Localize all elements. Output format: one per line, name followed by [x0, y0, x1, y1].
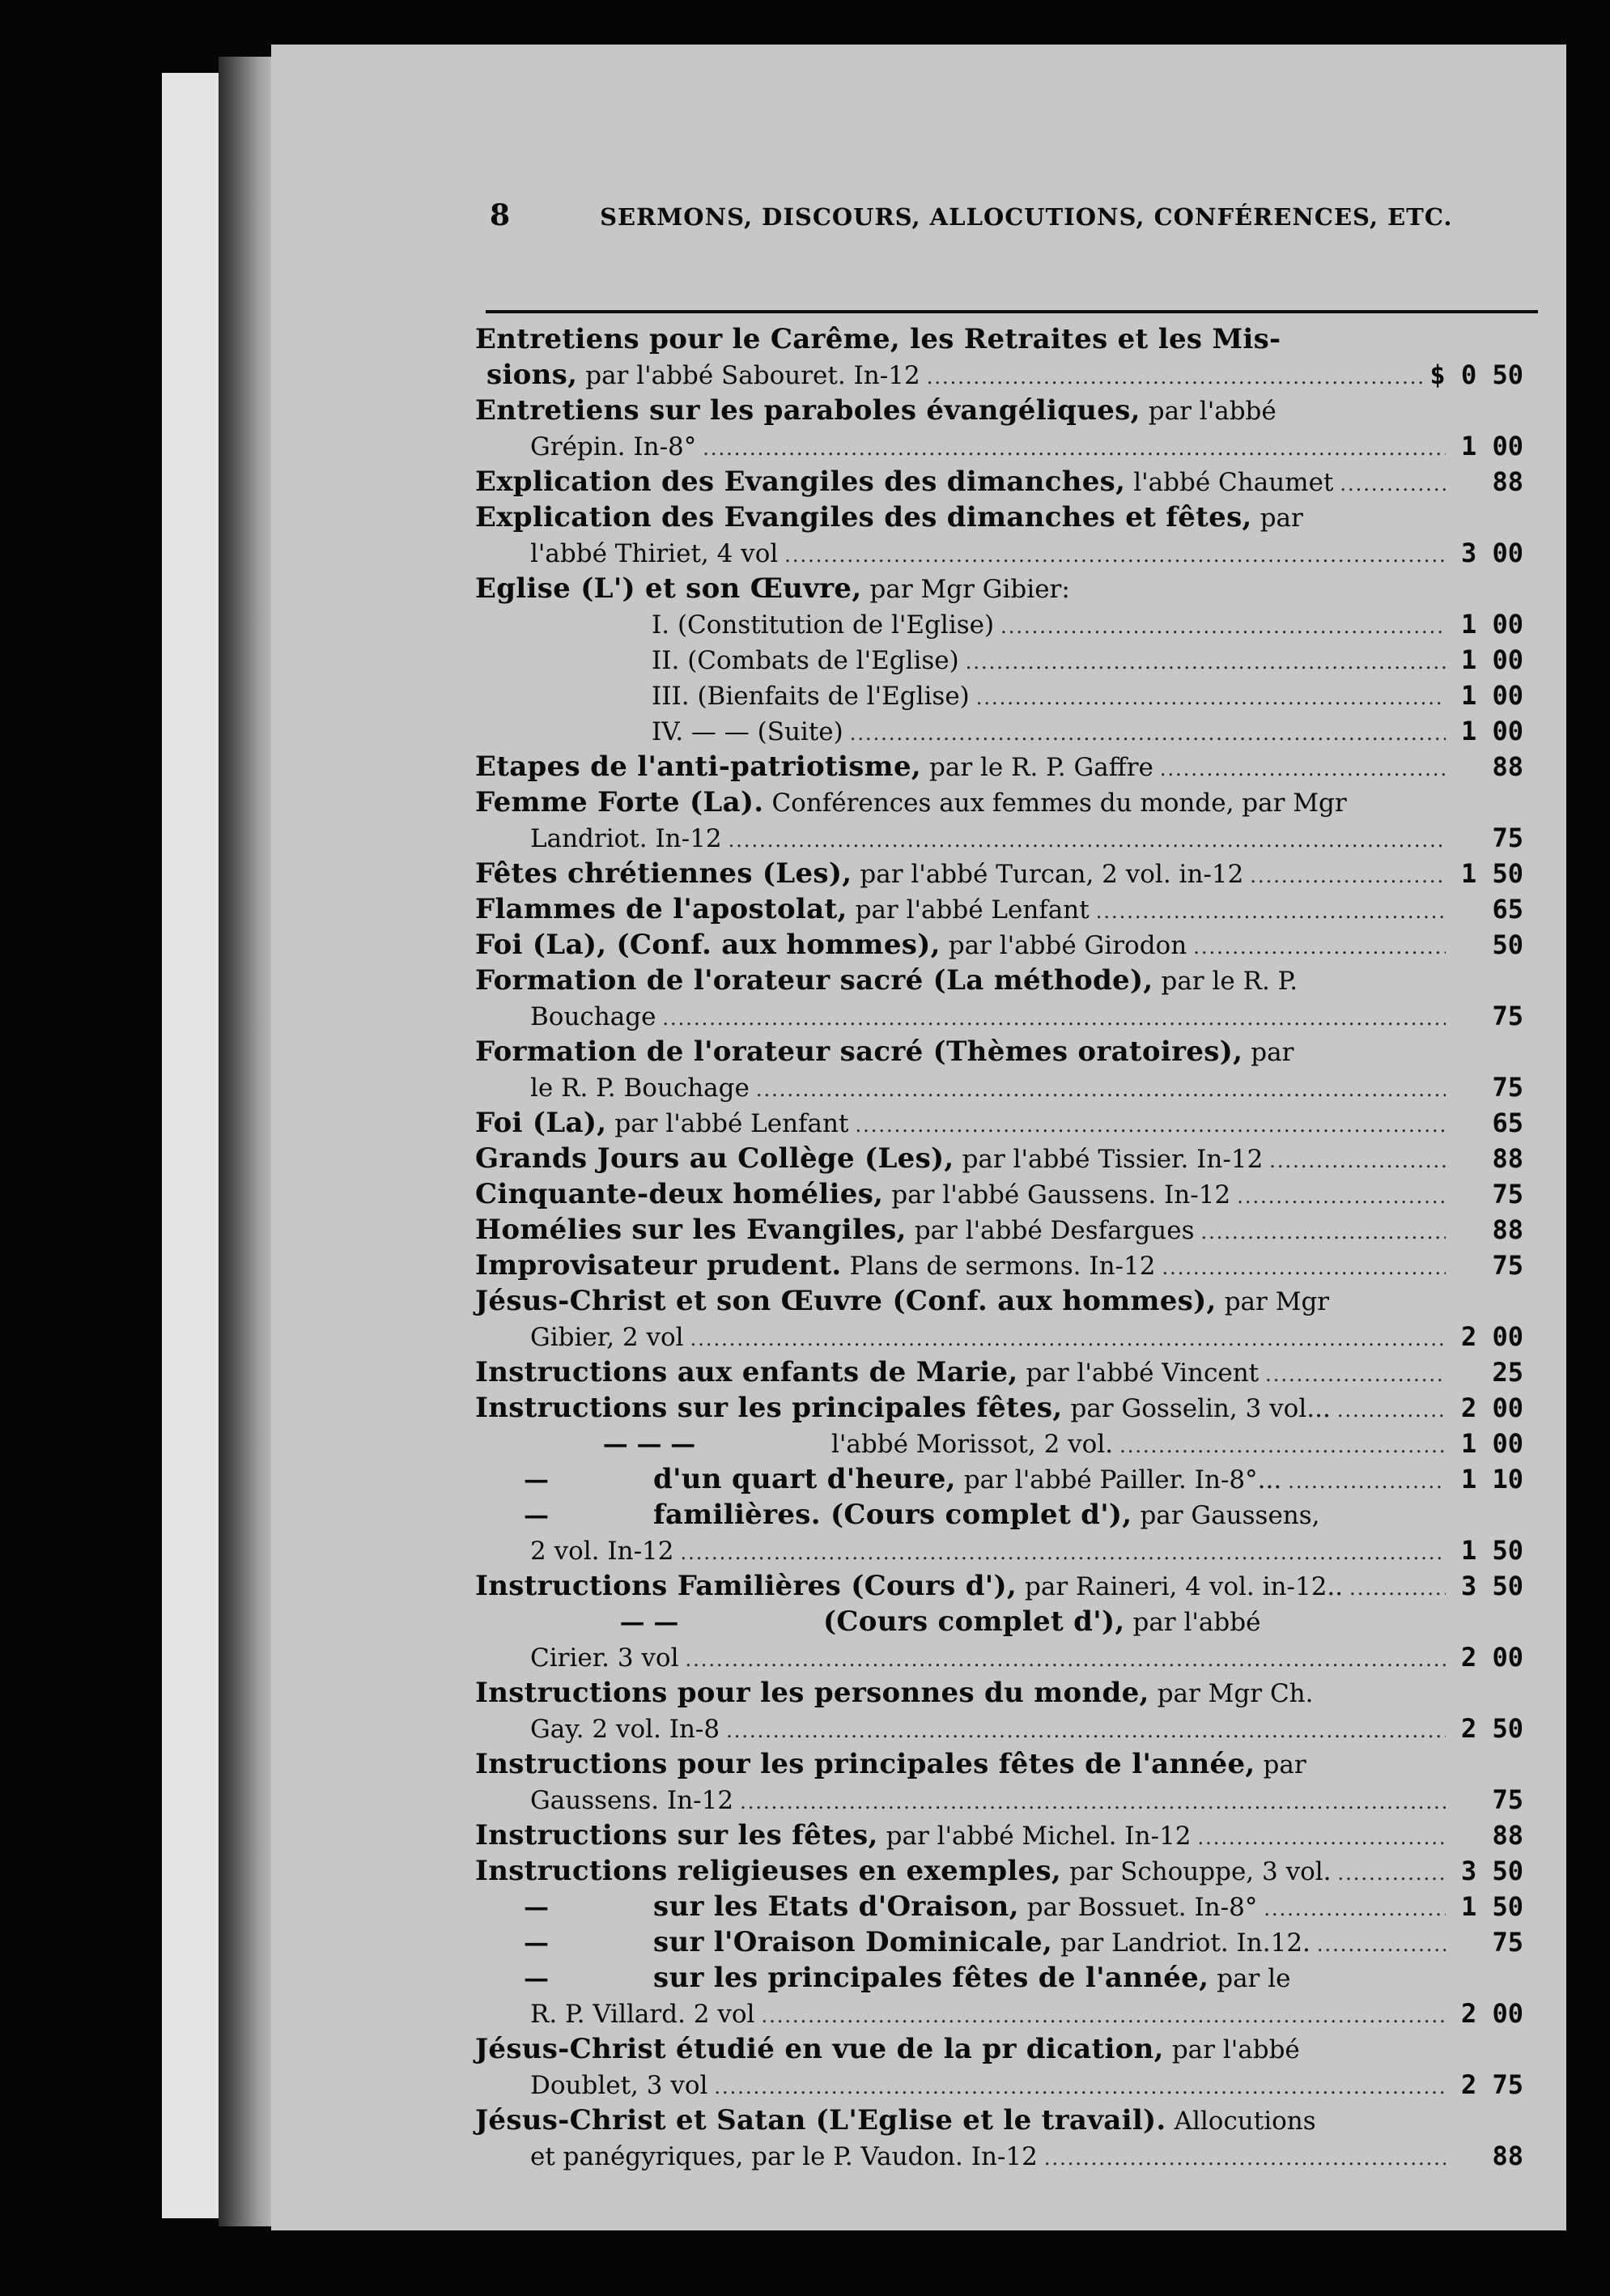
sub-entry-label: IV. — — (Suite)	[652, 717, 843, 746]
leader-dots	[850, 714, 1446, 751]
catalog-entry	[475, 678, 1523, 713]
catalog-entry	[475, 1889, 1523, 1924]
entry-title-continued: sions,	[486, 359, 578, 391]
leader-dots	[976, 678, 1446, 716]
catalog-entry	[475, 1283, 1523, 1354]
leader-dots	[1349, 1569, 1446, 1606]
entry-line-continued	[475, 2138, 1523, 2174]
entry-line	[475, 464, 1523, 500]
entry-line-continued	[475, 998, 1523, 1034]
leader-dots	[855, 1106, 1446, 1143]
entry-title: Jésus-Christ étudié en vue de la pr dication,	[475, 2033, 1164, 2065]
entry-line-continued	[475, 1639, 1523, 1675]
catalog-entry	[475, 2031, 1523, 2103]
catalog-entry	[475, 393, 1523, 464]
catalog-entry	[475, 606, 1523, 642]
page-header	[490, 198, 1534, 232]
entry-price: 25	[1492, 1357, 1523, 1388]
entry-price: 75	[1492, 1927, 1523, 1958]
entry-title: Eglise (L') et son Œuvre,	[475, 572, 862, 605]
leader-dots	[1198, 1818, 1446, 1856]
entry-line	[475, 784, 1523, 820]
entry-line	[475, 1853, 1523, 1889]
catalog-entry	[475, 1461, 1523, 1497]
leader-dots	[1160, 750, 1446, 787]
entry-title: Grands Jours au Collège (Les),	[475, 1142, 954, 1175]
catalog-entry	[475, 1354, 1523, 1390]
catalog-entry	[475, 464, 1523, 500]
leader-dots	[1317, 1925, 1446, 1962]
leader-dots	[1264, 1890, 1446, 1927]
entry-line	[475, 1960, 1523, 1996]
entry-title: familières. (Cours complet d'),	[653, 1499, 1132, 1531]
entry-price: 1 50	[1460, 1891, 1523, 1922]
entry-author: par l'abbé Lenfant	[855, 895, 1090, 925]
entry-line	[475, 963, 1523, 998]
entry-line-continued	[475, 357, 1523, 393]
entry-title: Explication des Evangiles des dimanches et fêtes,	[475, 501, 1252, 534]
entry-line	[475, 1283, 1523, 1319]
page-shadow	[219, 57, 275, 2226]
entry-line	[475, 749, 1523, 784]
entry-title: sur l'Oraison Dominicale,	[653, 1926, 1053, 1958]
catalog-entry	[475, 571, 1523, 606]
leader-dots	[1340, 465, 1446, 502]
leader-dots	[1269, 1142, 1446, 1179]
entry-line	[475, 1818, 1523, 1853]
entry-title: Formation de l'orateur sacré (La méthode),	[475, 964, 1153, 997]
leader-dots	[1265, 1355, 1446, 1392]
entry-title: Cinquante-deux homélies,	[475, 1178, 884, 1210]
entry-price: 50	[1492, 929, 1523, 960]
entry-title: d'un quart d'heure,	[653, 1463, 956, 1495]
page-number: 8	[490, 198, 512, 232]
entry-price: 88	[1492, 751, 1523, 782]
entry-author: par le R. P. Gaffre	[929, 753, 1153, 782]
sub-entry-label: I. (Constitution de l'Eglise)	[652, 610, 995, 640]
entry-author-continued: et panégyriques, par le P. Vaudon. In-12	[530, 2142, 1038, 2171]
entry-price: 88	[1492, 2141, 1523, 2171]
entry-title: Jésus-Christ et Satan (L'Eglise et le travail).	[475, 2104, 1166, 2137]
catalog-entry	[475, 642, 1523, 678]
entry-price: 2 00	[1460, 1998, 1523, 2029]
entry-price: 1 00	[1460, 609, 1523, 640]
entry-title: Explication des Evangiles des dimanches,	[475, 466, 1126, 498]
ditto-mark: —	[524, 1465, 549, 1495]
entry-price: 75	[1492, 1250, 1523, 1281]
leader-dots	[1250, 857, 1446, 894]
entry-line	[475, 1924, 1523, 1960]
entry-author-continued: 2 vol. In-12	[530, 1537, 674, 1566]
catalog-entry	[475, 1212, 1523, 1248]
entry-line-continued	[475, 1996, 1523, 2031]
entry-price: 2 00	[1460, 1642, 1523, 1673]
entry-title: sur les Etats d'Oraison,	[653, 1890, 1019, 1923]
ditto-mark: —	[524, 1928, 549, 1958]
entry-price: 88	[1492, 466, 1523, 497]
entry-author-continued: Bouchage	[530, 1002, 656, 1031]
entry-title: Foi (La), (Conf. aux hommes),	[475, 929, 941, 961]
entry-author-continued: R. P. Villard. 2 vol	[530, 2000, 755, 2029]
catalog-entry	[475, 856, 1523, 891]
sub-entry-label: III. (Bienfaits de l'Eglise)	[652, 682, 970, 711]
entry-author: par	[1260, 504, 1303, 533]
entry-price: $ 0 50	[1429, 359, 1523, 390]
entry-title: sur les principales fêtes de l'année,	[653, 1962, 1209, 1994]
entry-title: Instructions pour les personnes du monde,	[475, 1677, 1149, 1709]
entry-author: par Mgr	[1224, 1287, 1330, 1316]
entry-author: par l'abbé Pailler. In-8°...	[963, 1465, 1282, 1495]
entry-line	[475, 2031, 1523, 2067]
entry-author: par Mgr Gibier:	[869, 575, 1070, 604]
catalog-entry	[475, 1176, 1523, 1212]
catalog-entry	[475, 1604, 1523, 1675]
leader-dots	[1288, 1462, 1446, 1499]
entry-line	[475, 1426, 1523, 1461]
entry-author-continued: Gibier, 2 vol	[530, 1323, 684, 1352]
entry-author-continued: Grépin. In-8°	[530, 432, 697, 461]
catalog-entry	[475, 1034, 1523, 1105]
entry-price: 1 00	[1460, 716, 1523, 746]
entry-line-continued	[475, 820, 1523, 856]
entry-line	[475, 1568, 1523, 1604]
entry-price: 2 00	[1460, 1392, 1523, 1423]
entry-line	[475, 927, 1523, 963]
entry-line	[475, 1354, 1523, 1390]
catalog-entry	[475, 713, 1523, 749]
entry-line	[475, 1141, 1523, 1176]
entry-line	[475, 1034, 1523, 1069]
catalog-entry	[475, 1924, 1523, 1960]
leader-dots	[927, 358, 1424, 395]
entry-author: par l'abbé Vincent	[1026, 1358, 1260, 1388]
entry-author: par l'abbé Gaussens. In-12	[891, 1180, 1231, 1210]
entry-author: par Schouppe, 3 vol.	[1069, 1857, 1332, 1886]
entry-line	[475, 642, 1523, 678]
catalog-entry	[475, 1497, 1523, 1568]
entry-author: par l'abbé Sabouret. In-12	[585, 361, 920, 390]
entry-price: 1 50	[1460, 858, 1523, 889]
entry-title: Entretiens sur les paraboles évangéliques,	[475, 394, 1141, 427]
entry-price: 75	[1492, 1179, 1523, 1210]
leader-dots	[1237, 1177, 1446, 1214]
entry-title: Flammes de l'apostolat,	[475, 893, 847, 925]
entry-author: par l'abbé Michel. In-12	[886, 1822, 1192, 1851]
entry-price: 3 50	[1460, 1571, 1523, 1601]
entry-line-continued	[475, 535, 1523, 571]
leader-dots	[756, 1070, 1446, 1108]
entry-title: Homélies sur les Evangiles,	[475, 1214, 907, 1246]
entry-price: 88	[1492, 1820, 1523, 1851]
entry-author: par Gaussens,	[1140, 1501, 1320, 1530]
entry-author: par le R. P.	[1161, 967, 1298, 996]
entry-line	[475, 1105, 1523, 1141]
entry-author: par Gosselin, 3 vol...	[1070, 1394, 1331, 1423]
entry-price: 75	[1492, 1001, 1523, 1031]
entry-line-continued	[475, 1069, 1523, 1105]
entry-price: 1 00	[1460, 431, 1523, 461]
entry-title: Instructions pour les principales fêtes de l'année,	[475, 1748, 1255, 1780]
entry-author-continued: Doublet, 3 vol	[530, 2071, 708, 2100]
entry-price: 75	[1492, 823, 1523, 853]
entry-author: par	[1263, 1750, 1306, 1779]
entry-title: Instructions sur les fêtes,	[475, 1819, 878, 1852]
entry-title: (Cours complet d'),	[823, 1605, 1125, 1638]
catalog-entry	[475, 1390, 1523, 1426]
entry-author: par	[1251, 1038, 1294, 1067]
entry-author-continued: Gaussens. In-12	[530, 1786, 734, 1815]
leader-dots	[726, 1711, 1446, 1749]
leader-dots	[1000, 607, 1446, 644]
ditto-mark: —	[524, 1501, 549, 1530]
catalog-entry	[475, 1105, 1523, 1141]
leader-dots	[966, 643, 1446, 680]
leader-dots	[662, 999, 1446, 1036]
catalog-entry	[475, 1141, 1523, 1176]
entry-price: 1 00	[1460, 1428, 1523, 1459]
entry-author-continued: Cirier. 3 vol	[530, 1643, 679, 1673]
catalog-entry	[475, 749, 1523, 784]
leader-dots	[1337, 1391, 1446, 1428]
entry-line	[475, 891, 1523, 927]
entry-author: par l'abbé Girodon	[948, 931, 1187, 960]
entry-price: 75	[1492, 1784, 1523, 1815]
catalog-entry	[475, 1675, 1523, 1746]
header-rule	[486, 310, 1538, 313]
leader-dots	[784, 536, 1446, 573]
entry-author: par l'abbé Turcan, 2 vol. in-12	[860, 860, 1244, 889]
entry-title: Fêtes chrétiennes (Les),	[475, 857, 852, 890]
entry-title: Formation de l'orateur sacré (Thèmes oratoires),	[475, 1035, 1243, 1068]
catalog-entry	[475, 891, 1523, 927]
catalog-entry	[475, 963, 1523, 1034]
leader-dots	[1201, 1213, 1446, 1250]
entry-author: Allocutions	[1174, 2107, 1316, 2136]
entry-line	[475, 1390, 1523, 1426]
leader-dots	[1338, 1854, 1446, 1891]
catalog-entry	[475, 1853, 1523, 1889]
entry-line-continued	[475, 1782, 1523, 1818]
entry-author-continued: Gay. 2 vol. In-8	[530, 1715, 720, 1744]
ditto-mark: —	[524, 1964, 549, 1993]
entry-title: Entretiens pour le Carême, les Retraites et les Mis-	[475, 323, 1281, 355]
leader-dots	[1162, 1248, 1446, 1286]
leader-dots	[714, 2068, 1446, 2105]
catalog-entry	[475, 500, 1523, 571]
entry-price: 88	[1492, 1143, 1523, 1174]
entry-line-continued	[475, 2067, 1523, 2103]
entry-author: par l'abbé	[1171, 2035, 1300, 2064]
leader-dots	[690, 1320, 1446, 1357]
catalog-entry	[475, 1426, 1523, 1461]
entry-line	[475, 1889, 1523, 1924]
entry-title: Jésus-Christ et son Œuvre (Conf. aux hommes),	[475, 1285, 1217, 1317]
entry-author: par l'abbé	[1148, 397, 1277, 426]
entry-line	[475, 713, 1523, 749]
entry-title: Instructions sur les principales fêtes,	[475, 1392, 1063, 1424]
catalog-entry	[475, 927, 1523, 963]
leader-dots	[1193, 928, 1446, 965]
entry-line	[475, 856, 1523, 891]
entry-line	[475, 2103, 1523, 2138]
entry-line	[475, 1604, 1523, 1639]
entry-price: 1 10	[1460, 1464, 1523, 1495]
entry-title: Instructions aux enfants de Marie,	[475, 1356, 1018, 1388]
ditto-marks: — — —	[602, 1430, 696, 1459]
entry-author: par Bossuet. In-8°	[1026, 1893, 1258, 1922]
entry-author-continued: Landriot. In-12	[530, 824, 722, 853]
entry-line	[475, 1461, 1523, 1497]
leader-dots	[1044, 2139, 1446, 2176]
entry-price: 2 50	[1460, 1713, 1523, 1744]
entry-title: Instructions Familières (Cours d'),	[475, 1570, 1017, 1602]
entry-line	[475, 321, 1523, 357]
catalog-entry	[475, 1568, 1523, 1604]
catalog-entry	[475, 321, 1523, 393]
catalog-entry	[475, 1818, 1523, 1853]
entry-author: par l'abbé Tissier. In-12	[962, 1145, 1264, 1174]
leader-dots	[1119, 1426, 1446, 1464]
entry-title: Foi (La),	[475, 1107, 607, 1139]
entry-author: par Landriot. In.12.	[1060, 1928, 1311, 1958]
entry-title: Improvisateur prudent.	[475, 1249, 842, 1282]
catalog-entries	[475, 321, 1523, 2174]
catalog-entry	[475, 1960, 1523, 2031]
entry-title: Etapes de l'anti-patriotisme,	[475, 750, 922, 783]
entry-line	[475, 1675, 1523, 1711]
entry-line	[475, 1176, 1523, 1212]
entry-line	[475, 1248, 1523, 1283]
ditto-mark: —	[524, 1893, 549, 1922]
leader-dots	[681, 1533, 1446, 1571]
entry-price: 2 75	[1460, 2069, 1523, 2100]
leader-dots	[729, 821, 1446, 858]
catalog-entry	[475, 1248, 1523, 1283]
entry-author: par l'abbé Lenfant	[614, 1109, 849, 1138]
entry-line	[475, 1212, 1523, 1248]
entry-price: 3 00	[1460, 538, 1523, 568]
entry-author: par l'abbé	[1132, 1608, 1261, 1637]
entry-line	[475, 1746, 1523, 1782]
entry-price: 1 00	[1460, 680, 1523, 711]
catalog-entry	[475, 1746, 1523, 1818]
entry-line	[475, 393, 1523, 428]
entry-price: 75	[1492, 1072, 1523, 1103]
entry-price: 1 50	[1460, 1535, 1523, 1566]
entry-author: Conférences aux femmes du monde, par Mgr	[771, 789, 1347, 818]
entry-line-continued	[475, 1533, 1523, 1568]
sub-entry-label: II. (Combats de l'Eglise)	[652, 646, 959, 675]
entry-author: par l'abbé Desfargues	[914, 1216, 1195, 1245]
entry-line-continued	[475, 1319, 1523, 1354]
entry-author-continued: le R. P. Bouchage	[530, 1074, 750, 1103]
entry-author: l'abbé Chaumet	[1133, 468, 1334, 497]
catalog-page	[271, 45, 1566, 2230]
ditto-marks: — —	[619, 1608, 679, 1637]
entry-author: par le	[1217, 1964, 1291, 1993]
leader-dots	[1096, 892, 1446, 929]
entry-author: par Raineri, 4 vol. in-12..	[1025, 1572, 1344, 1601]
catalog-entry	[475, 784, 1523, 856]
leader-dots	[740, 1783, 1446, 1820]
entry-price: 1 00	[1460, 644, 1523, 675]
leader-dots	[761, 1996, 1446, 2034]
entry-price: 88	[1492, 1214, 1523, 1245]
entry-line	[475, 606, 1523, 642]
entry-line	[475, 678, 1523, 713]
entry-line	[475, 571, 1523, 606]
page-stack-edge	[162, 73, 227, 2218]
entry-price: 65	[1492, 894, 1523, 925]
entry-author: Plans de sermons. In-12	[849, 1252, 1156, 1281]
entry-line-continued	[475, 428, 1523, 464]
entry-price: 3 50	[1460, 1856, 1523, 1886]
entry-price: 2 00	[1460, 1321, 1523, 1352]
entry-line	[475, 1497, 1523, 1533]
entry-author: l'abbé Morissot, 2 vol.	[831, 1430, 1114, 1459]
entry-line-continued	[475, 1711, 1523, 1746]
leader-dots	[686, 1640, 1446, 1677]
entry-line	[475, 500, 1523, 535]
entry-title: Instructions religieuses en exemples,	[475, 1855, 1062, 1887]
entry-price: 65	[1492, 1108, 1523, 1138]
entry-title: Femme Forte (La).	[475, 786, 764, 818]
running-title: SERMONS, DISCOURS, ALLOCUTIONS, CONFÉRENCES, ETC.	[600, 203, 1453, 231]
entry-author: par Mgr Ch.	[1157, 1679, 1314, 1708]
entry-author-continued: l'abbé Thiriet, 4 vol	[530, 539, 779, 568]
leader-dots	[703, 429, 1446, 466]
catalog-entry	[475, 2103, 1523, 2174]
